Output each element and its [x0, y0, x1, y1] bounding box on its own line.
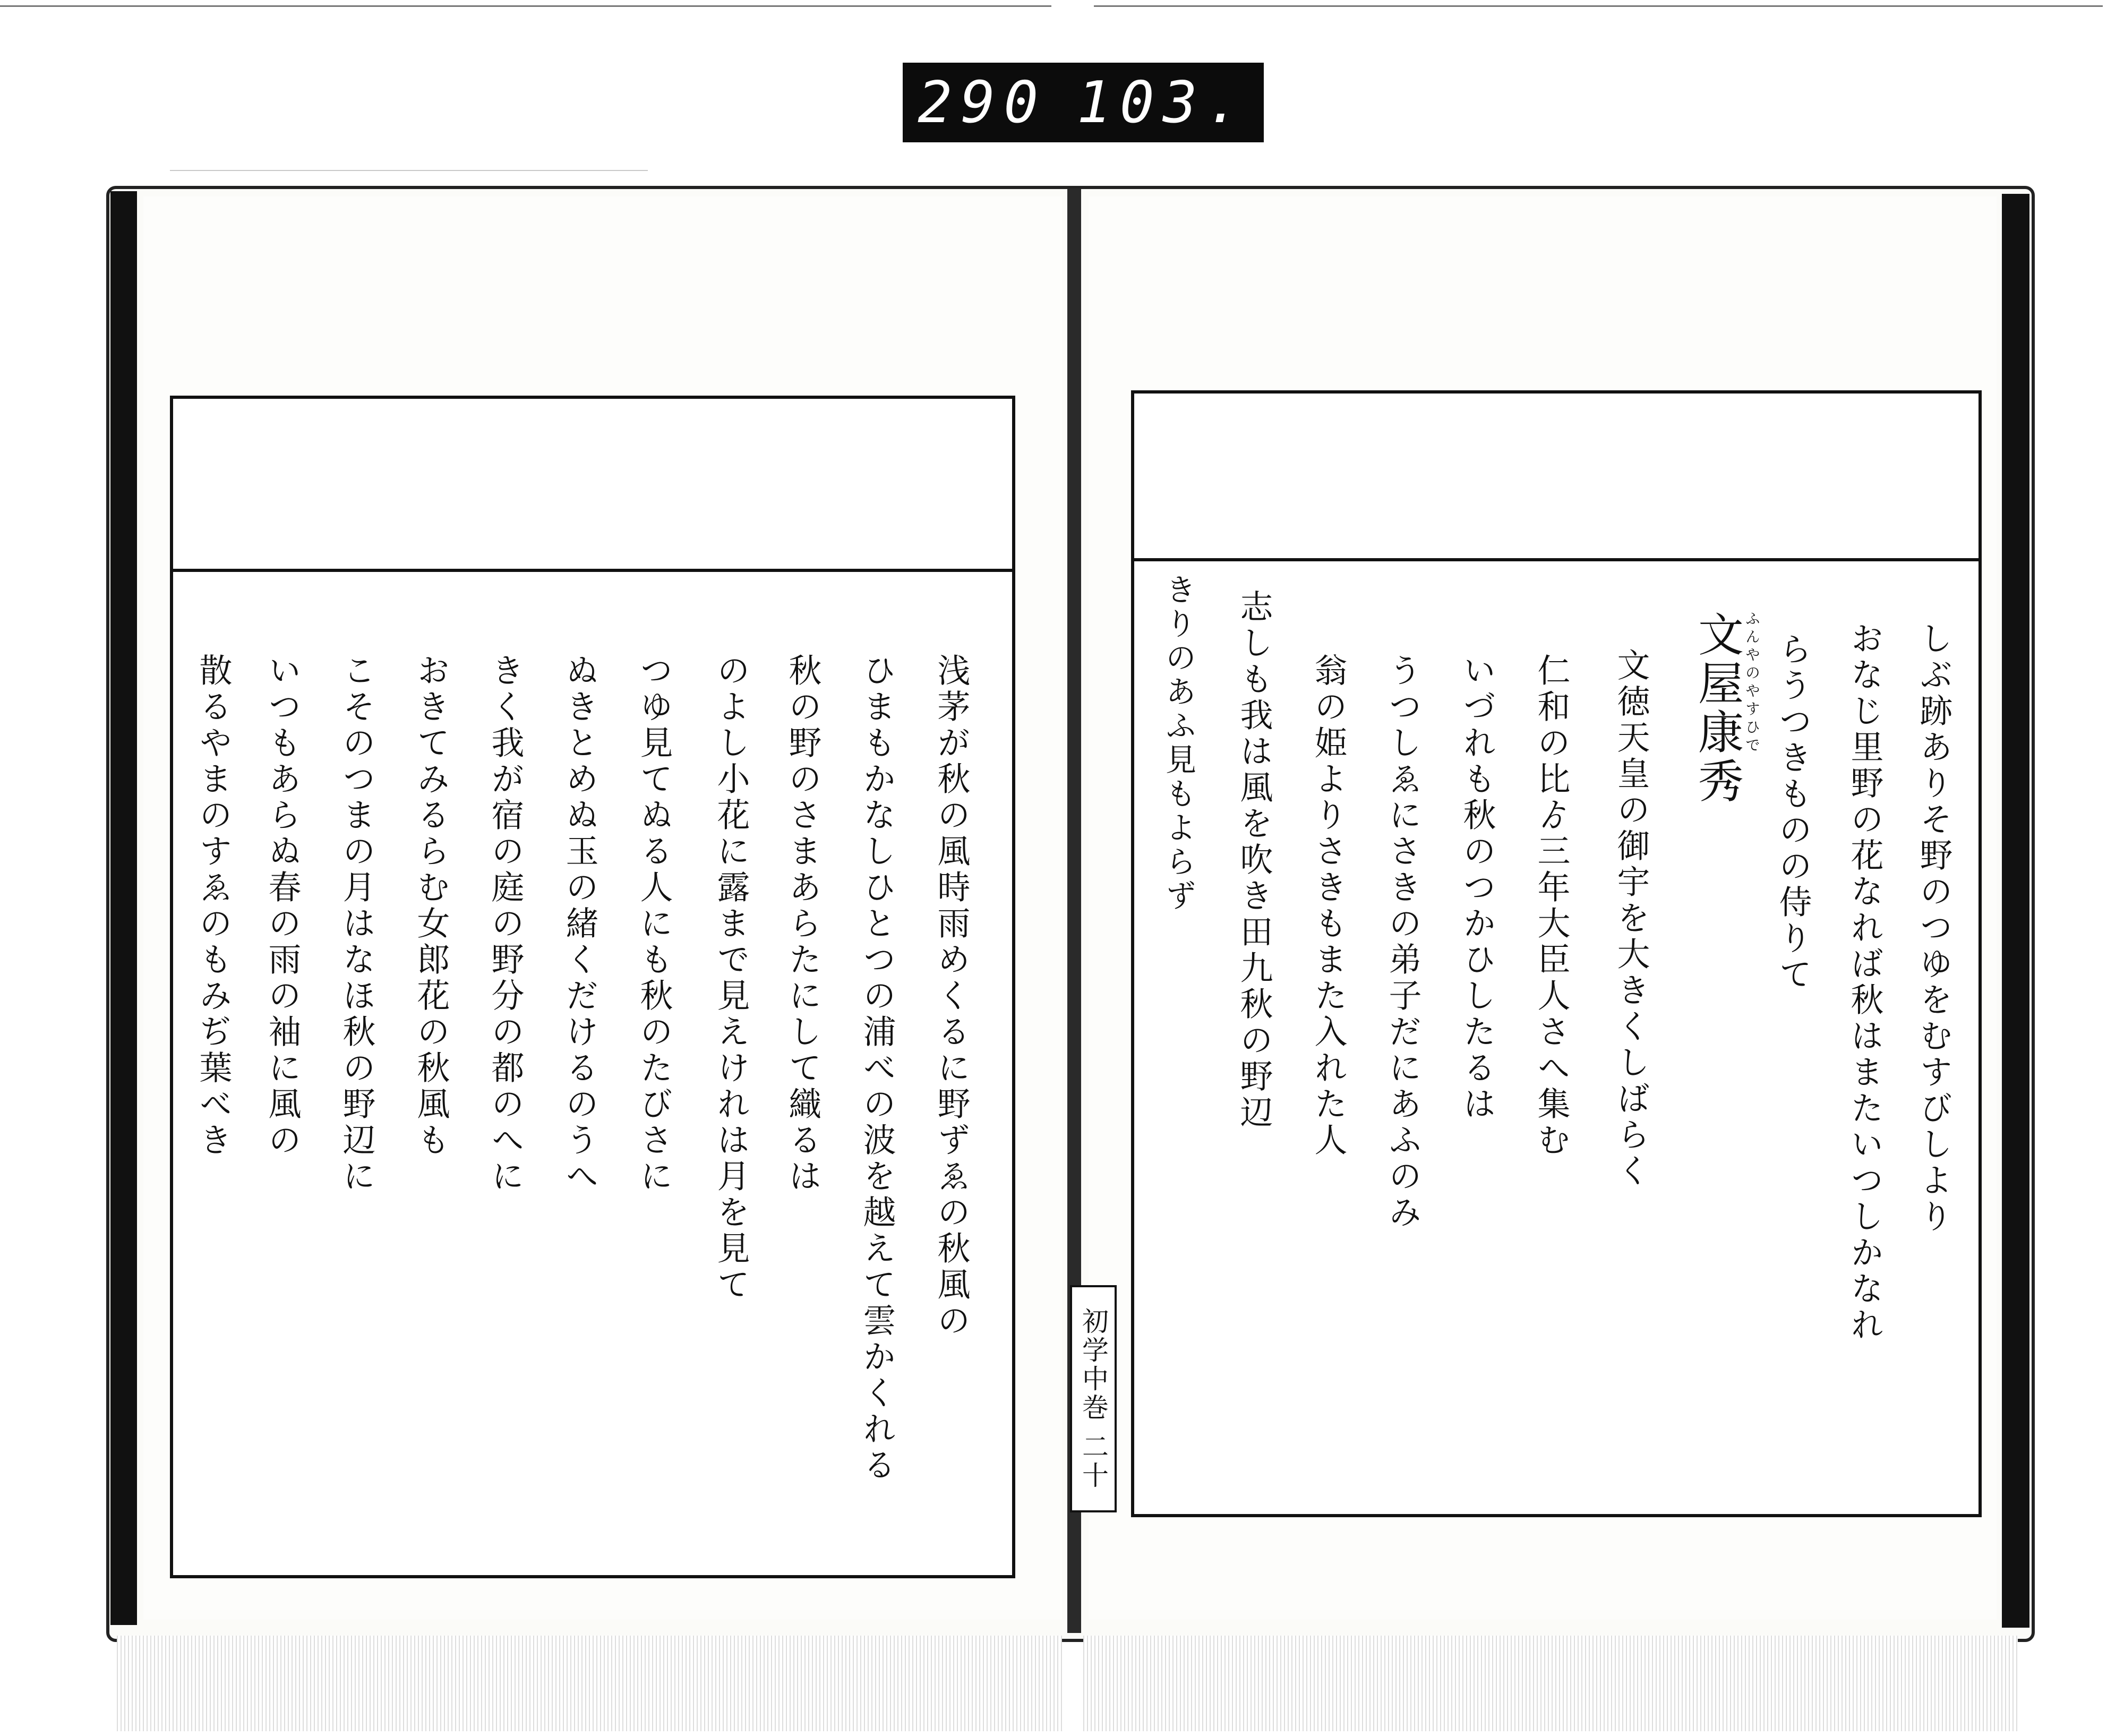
right-book-edge: [2002, 194, 2029, 1628]
right-col-4-ruby: ふんやのやすひで: [1743, 611, 1761, 755]
frame-number-right: 103.: [1076, 69, 1249, 136]
right-col-2: おなじ里野の花なれば秋はまたいつしかなれ: [1845, 621, 1884, 1344]
right-col-7: いづれも秋のつかひしたるは: [1458, 653, 1496, 1123]
right-col-8: うつしゑにさきの弟子だにあふのみ: [1383, 653, 1422, 1231]
left-header-rule: [173, 569, 1012, 572]
right-page-edges: [1083, 1636, 2018, 1731]
frame-number-left: 290: [918, 69, 1047, 136]
scan-speck: [170, 170, 648, 171]
frame-number-plate: [903, 63, 1264, 142]
right-col-3: らうつきものの侍りて: [1774, 632, 1812, 993]
left-col-1: 浅茅が秋の風時雨めくるに野ずゑの秋風の: [932, 653, 971, 1339]
left-col-3: 秋の野のさまあらたにして織るは: [783, 653, 822, 1195]
right-col-10: 志しも我は風を吹き田九秋の野辺: [1235, 589, 1273, 1131]
right-col-9: 翁の姫よりさきもまた入れた人: [1309, 653, 1348, 1159]
left-book-edge: [110, 191, 137, 1625]
left-col-10: いつもあらぬ春の雨の袖に風の: [263, 653, 302, 1159]
left-col-8: おきてみるらむ女郎花の秋風も: [412, 653, 450, 1159]
left-col-9: こそのつまの月はなほ秋の野辺に: [337, 653, 376, 1195]
left-col-6: ぬきとめぬ玉の緒くだけるのうへ: [560, 653, 599, 1195]
right-col-4-title: 文屋康秀: [1690, 611, 1743, 806]
left-page-edges: [117, 1636, 1062, 1731]
scan-speck: [0, 5, 1051, 7]
right-col-6: 仁和の比ゟ三年大臣人さへ集む: [1532, 653, 1571, 1159]
right-col-5: 文徳天皇の御宇を大きくしばらく: [1612, 648, 1650, 1190]
left-col-5: つゆ見てぬる人にも秋のたびさに: [635, 653, 673, 1195]
left-col-2: ひまもかなしひとつの浦べの波を越えて雲かくれる: [858, 653, 896, 1484]
left-col-11: 散るやまのすゑのもみぢ葉べき: [194, 653, 233, 1159]
right-header-rule: [1134, 558, 1979, 561]
left-col-4: のよし小花に露まで見えけれは月を見て: [712, 653, 750, 1303]
scan-speck: [1094, 5, 2103, 7]
left-col-7: きく我が宿の庭の野分の都のへに: [486, 653, 525, 1195]
right-col-11: きりのあふ見もよらず: [1160, 574, 1196, 913]
folio-label: 初学中巻 二十: [1070, 1285, 1117, 1512]
right-col-1: しぶ跡ありそ野のつゆをむすびしより: [1914, 621, 1953, 1235]
